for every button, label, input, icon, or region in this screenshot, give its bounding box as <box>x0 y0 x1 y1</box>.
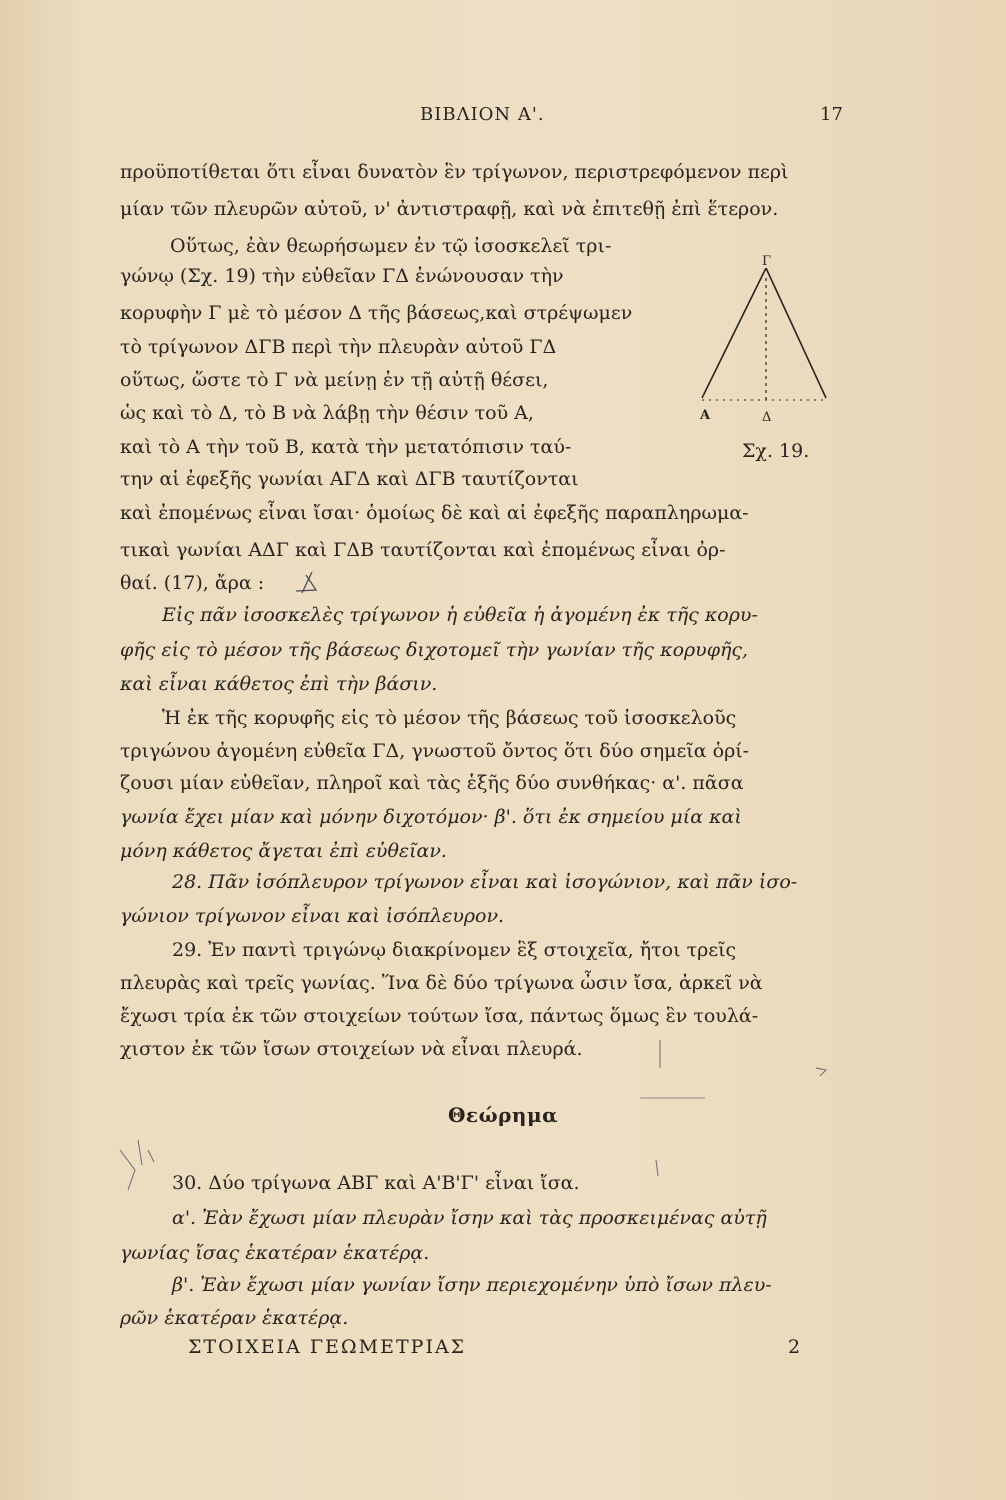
text-line: τικαὶ γωνίαι ΑΔΓ καὶ ΓΔΒ ταυτίζονται καὶ ἐπομένως εἶναι ὀρ- <box>120 539 726 561</box>
theorem-case-a: α'. Ἐὰν ἔχωσι μίαν πλευρὰν ἴσην καὶ τὰς προσκειμένας αὐτῇ <box>172 1207 767 1229</box>
midpoint-label: Δ <box>762 410 772 425</box>
italic-line: γωνίας ἴσας ἑκατέραν ἑκατέρᾳ. <box>120 1242 430 1264</box>
paragraph-29: 29. Ἐν παντὶ τριγώνῳ διακρίνομεν ἓξ στοιχεῖα, ἤτοι τρεῖς <box>172 939 737 961</box>
text-line: καὶ τὸ Α τὴν τοῦ Β, κατὰ τὴν μετατόπισιν ταύ- <box>120 436 572 458</box>
text-line: την αἱ ἐφεξῆς γωνίαι ΑΓΔ καὶ ΔΓΒ ταυτίζονται <box>120 468 579 490</box>
text-line: γώνῳ (Σχ. 19) τὴν εὐθεῖαν ΓΔ ἑνώνουσαν τὴν <box>120 265 564 287</box>
italic-line: γώνιον τρίγωνον εἶναι καὶ ἰσόπλευρον. <box>120 905 505 927</box>
signature-footer <box>0 1336 1006 1366</box>
text-line: κορυφὴν Γ μὲ τὸ μέσον Δ τῆς βάσεως,καὶ στρέψωμεν <box>120 302 633 324</box>
book-signature-title: ΣΤΟΙΧΕΙΑ ΓΕΩΜΕΤΡΙΑΣ <box>188 1336 467 1358</box>
text-line: Οὕτως, ἐὰν θεωρήσωμεν ἐν τῷ ἰσοσκελεῖ τρι- <box>170 235 612 257</box>
vertex-a-label: Α <box>700 408 711 423</box>
text-line: θαί. (17), ἄρα : <box>120 572 265 594</box>
page-number: 17 <box>820 104 843 125</box>
figure-caption: Σχ. 19. <box>742 440 810 462</box>
text-line: τριγώνου ἀγομένη εὐθεῖα ΓΔ, γνωστοῦ ὄντος ὅτι δύο σημεῖα ὁρί- <box>120 740 750 762</box>
italic-line: μόνη κάθετος ἄγεται ἐπὶ εὐθεῖαν. <box>120 840 447 862</box>
italic-line: γωνία ἔχει μίαν καὶ μόνην διχοτόμον· β'. ὅτι ἐκ σημείου μία καὶ <box>120 806 742 828</box>
italic-line: Εἰς πᾶν ἰσοσκελὲς τρίγωνον ἡ εὐθεῖα ἡ ἀγομένη ἐκ τῆς κορυ- <box>162 604 758 626</box>
text-line: τὸ τρίγωνον ΔΓΒ περὶ τὴν πλευρὰν αὐτοῦ ΓΔ <box>120 336 557 358</box>
proposition-28: 28. Πᾶν ἰσόπλευρον τρίγωνον εἶναι καὶ ἰσογώνιον, καὶ πᾶν ἰσο- <box>172 871 798 893</box>
text-line: ἔχωσι τρία ἐκ τῶν στοιχείων τούτων ἴσα, πάντως ὅμως ἓν τουλά- <box>120 1005 759 1027</box>
theorem-30-statement: 30. Δύο τρίγωνα ΑΒΓ καὶ Α'Β'Γ' εἶναι ἴσα. <box>172 1172 580 1194</box>
text-line: χιστον ἐκ τῶν ἴσων στοιχείων νὰ εἶναι πλευρά. <box>120 1038 583 1060</box>
text-line: καὶ ἐπομένως εἶναι ἴσαι· ὁμοίως δὲ καὶ αἱ ἐφεξῆς παραπληρωμα- <box>120 502 749 524</box>
text-line: πλευρὰς καὶ τρεῖς γωνίας. Ἵνα δὲ δύο τρίγωνα ὦσιν ἴσα, ἀρκεῖ νὰ <box>120 972 763 994</box>
italic-line: ρῶν ἑκατέραν ἑκατέρᾳ. <box>120 1307 349 1329</box>
text-line: προϋποτίθεται ὅτι εἶναι δυνατὸν ἓν τρίγωνον, περιστρεφόμενον περὶ <box>120 161 789 183</box>
text-line: ζουσι μίαν εὐθεῖαν, πληροῖ καὶ τὰς ἑξῆς δύο συνθήκας· α'. πᾶσα <box>120 772 744 794</box>
text-line: μίαν τῶν πλευρῶν αὐτοῦ, ν' ἀντιστραφῇ, καὶ νὰ ἐπιτεθῇ ἐπὶ ἕτερον. <box>120 198 779 220</box>
text-line: ὡς καὶ τὸ Δ, τὸ Β νὰ λάβῃ τὴν θέσιν τοῦ Α, <box>120 402 534 424</box>
italic-line: καὶ εἶναι κάθετος ἐπὶ τὴν βάσιν. <box>120 673 438 695</box>
signature-number: 2 <box>788 1336 801 1358</box>
apex-label: Γ <box>762 254 772 269</box>
text-line: οὕτως, ὥστε τὸ Γ νὰ μείνῃ ἐν τῇ αὐτῇ θέσει, <box>120 369 549 391</box>
theorem-heading: Θεώρημα <box>448 1103 558 1127</box>
theorem-case-b: β'. Ἐὰν ἔχωσι μίαν γωνίαν ἴσην περιεχομένην ὑπὸ ἴσων πλευ- <box>172 1274 772 1296</box>
text-line: Ἡ ἐκ τῆς κορυφῆς εἰς τὸ μέσον τῆς βάσεως τοῦ ἰσοσκελοῦς <box>162 707 737 729</box>
italic-line: φῆς εἰς τὸ μέσον τῆς βάσεως διχοτομεῖ τὴν γωνίαν τῆς κορυφῆς, <box>120 639 749 661</box>
book-title: ΒΙΒΛΙΟΝ Α'. <box>420 104 545 125</box>
